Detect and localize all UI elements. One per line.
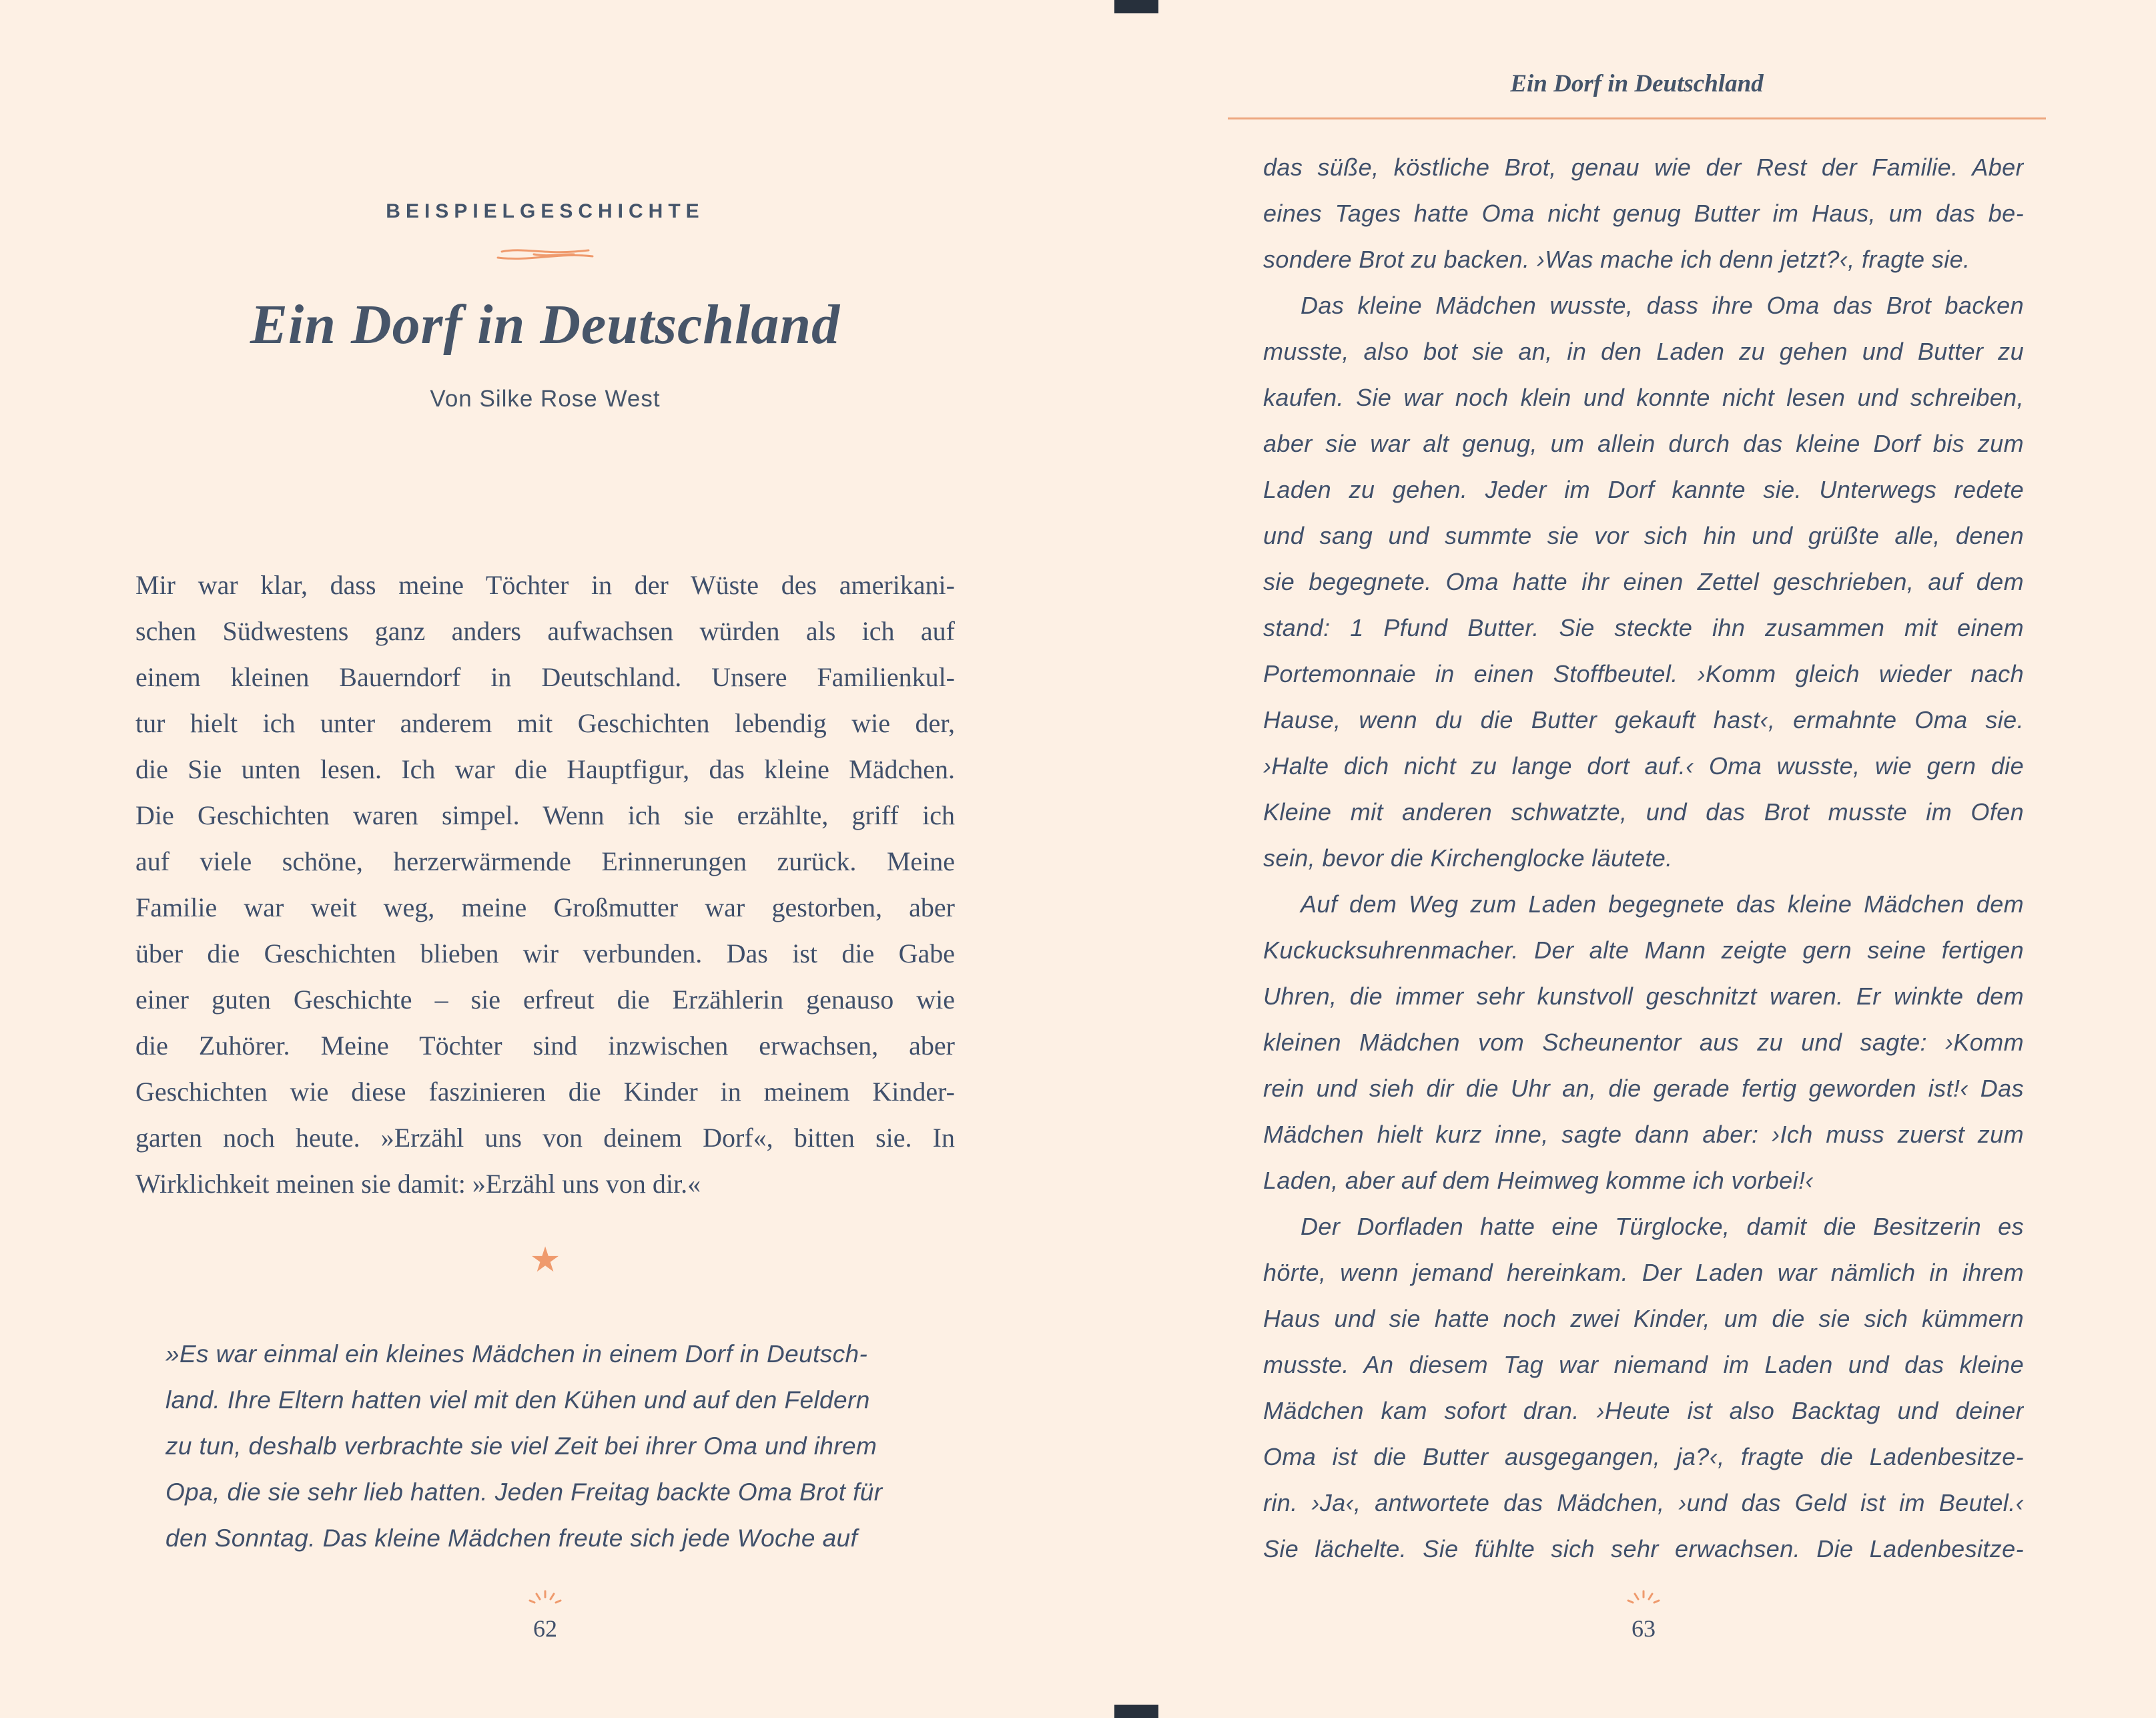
page-title: Ein Dorf in Deutschland bbox=[250, 294, 841, 356]
text-line: Laden, aber auf dem Heimweg komme ich vorbei!‹ bbox=[1263, 1167, 1814, 1194]
text-line: Opa, die sie sehr lieb hatten. Jeden Freitag backte Oma Brot für bbox=[165, 1478, 883, 1506]
text-line: sein, bevor die Kirchenglocke läutete. bbox=[1263, 844, 1673, 872]
text-line: land. Ihre Eltern hatten viel mit den Kühen und auf den Feldern bbox=[165, 1386, 870, 1414]
text-line: rein und sieh dir die Uhr an, die gerade fertig geworden ist!‹ Das bbox=[1263, 1075, 2024, 1102]
binding-mark-top bbox=[1114, 0, 1158, 13]
text-line: »Es war einmal ein kleines Mädchen in einem Dorf in Deutsch- bbox=[165, 1340, 868, 1368]
squiggle-ornament-icon bbox=[495, 246, 595, 263]
left-body-text bbox=[135, 562, 955, 1207]
text-line: kaufen. Sie war noch klein und konnte nicht lesen und schreiben, bbox=[1263, 384, 2024, 411]
text-line: garten noch heute. »Erzähl uns von deinem Dorf«, bitten sie. In bbox=[135, 1123, 955, 1153]
text-line: Familie war weit weg, meine Großmutter war gestorben, aber bbox=[135, 892, 955, 922]
binding-mark-bottom bbox=[1114, 1705, 1158, 1718]
story-excerpt bbox=[165, 1331, 953, 1561]
text-line: Der Dorfladen hatte eine Türglocke, damit die Besitzerin es bbox=[1301, 1213, 2024, 1240]
text-line: Mir war klar, dass meine Töchter in der Wüste des amerikani- bbox=[135, 570, 955, 600]
text-line: Sie lächelte. Sie fühlte sich sehr erwachsen. Die Ladenbesitze- bbox=[1263, 1535, 2024, 1562]
text-line: das süße, köstliche Brot, genau wie der Rest der Familie. Aber bbox=[1263, 154, 2024, 181]
right-body-text bbox=[1263, 144, 2024, 1572]
text-line: zu tun, deshalb verbrachte sie viel Zeit bei ihrer Oma und ihrem bbox=[165, 1432, 877, 1460]
text-line: die Zuhörer. Meine Töchter sind inzwischen erwachsen, aber bbox=[135, 1031, 955, 1061]
text-line: musste. An diesem Tag war niemand im Laden und das kleine bbox=[1263, 1351, 2024, 1378]
text-line: Die Geschichten waren simpel. Wenn ich sie erzählte, griff ich bbox=[135, 800, 955, 830]
text-line: eines Tages hatte Oma nicht genug Butter im Haus, um das be- bbox=[1263, 200, 2024, 227]
squiggle-ornament bbox=[135, 246, 955, 266]
text-line: kleinen Mädchen vom Scheunentor aus zu und sagte: ›Komm bbox=[1263, 1029, 2024, 1056]
left-page-footer bbox=[135, 1590, 955, 1643]
text-line: sie begegnete. Oma hatte ihr einen Zettel geschrieben, auf dem bbox=[1263, 568, 2024, 595]
running-header-rule bbox=[1228, 117, 2046, 119]
text-line: über die Geschichten blieben wir verbunden. Das ist die Gabe bbox=[135, 938, 955, 968]
text-line: Auf dem Weg zum Laden begegnete das kleine Mädchen dem bbox=[1301, 890, 2024, 918]
right-page-footer bbox=[1263, 1590, 2024, 1643]
text-line: Mädchen kam sofort dran. ›Heute ist also Backtag und deiner bbox=[1263, 1397, 2024, 1424]
section-kicker: BEISPIELGESCHICHTE bbox=[386, 200, 705, 222]
text-line: ›Halte dich nicht zu lange dort auf.‹ Oma wusste, wie gern die bbox=[1263, 752, 2024, 780]
sparkle-ornament-icon bbox=[527, 1590, 563, 1607]
text-line: einem kleinen Bauerndorf in Deutschland. Unsere Familienkul- bbox=[135, 662, 955, 692]
text-line: Laden zu gehen. Jeder im Dorf kannte sie. Unterwegs redete bbox=[1263, 476, 2024, 503]
text-line: stand: 1 Pfund Butter. Sie steckte ihn zusammen mit einem bbox=[1263, 614, 2024, 641]
text-line: Uhren, die immer sehr kunstvoll geschnitzt waren. Er winkte dem bbox=[1263, 982, 2024, 1010]
text-line: sondere Brot zu backen. ›Was mache ich denn jetzt?‹, fragte sie. bbox=[1263, 246, 1970, 273]
text-line: und sang und summte sie vor sich hin und grüßte alle, denen bbox=[1263, 522, 2024, 549]
star-ornament bbox=[135, 1240, 955, 1280]
byline: Von Silke Rose West bbox=[430, 386, 661, 412]
text-line: die Sie unten lesen. Ich war die Hauptfigur, das kleine Mädchen. bbox=[135, 754, 955, 784]
running-header: Ein Dorf in Deutschland bbox=[1510, 70, 1764, 97]
text-line: Kleine mit anderen schwatzte, und das Brot musste im Ofen bbox=[1263, 798, 2024, 826]
text-line: schen Südwestens ganz anders aufwachsen würden als ich auf bbox=[135, 616, 955, 646]
text-line: einer guten Geschichte – sie erfreut die Erzählerin genauso wie bbox=[135, 984, 955, 1015]
text-line: Oma ist die Butter ausgegangen, ja?‹, fragte die Ladenbesitze- bbox=[1263, 1443, 2024, 1470]
text-line: Wirklichkeit meinen sie damit: »Erzähl uns von dir.« bbox=[135, 1169, 701, 1199]
text-line: Haus und sie hatte noch zwei Kinder, um die sie sich kümmern bbox=[1263, 1305, 2024, 1332]
text-line: Hause, wenn du die Butter gekauft hast‹, ermahnte Oma sie. bbox=[1263, 706, 2024, 734]
star-ornament-icon: ★ bbox=[529, 1240, 561, 1280]
text-line: tur hielt ich unter anderem mit Geschichten lebendig wie der, bbox=[135, 708, 955, 738]
text-line: den Sonntag. Das kleine Mädchen freute sich jede Woche auf bbox=[165, 1524, 858, 1552]
sparkle-ornament-icon bbox=[1626, 1590, 1662, 1607]
text-line: Mädchen hielt kurz inne, sagte dann aber: ›Ich muss zuerst zum bbox=[1263, 1121, 2024, 1148]
text-line: musste, also bot sie an, in den Laden zu gehen und Butter zu bbox=[1263, 338, 2024, 365]
text-line: aber sie war alt genug, um allein durch das kleine Dorf bis zum bbox=[1263, 430, 2024, 457]
page-number-right: 63 bbox=[1632, 1615, 1656, 1642]
text-line: Portemonnaie in einen Stoffbeutel. ›Komm gleich wieder nach bbox=[1263, 660, 2024, 687]
page-number-left: 62 bbox=[533, 1615, 557, 1642]
text-line: Das kleine Mädchen wusste, dass ihre Oma das Brot backen bbox=[1301, 292, 2024, 319]
text-line: Geschichten wie diese faszinieren die Kinder in meinem Kinder- bbox=[135, 1077, 955, 1107]
text-line: hörte, wenn jemand hereinkam. Der Laden war nämlich in ihrem bbox=[1263, 1259, 2024, 1286]
text-line: auf viele schöne, herzerwärmende Erinnerungen zurück. Meine bbox=[135, 846, 955, 876]
text-line: rin. ›Ja‹, antwortete das Mädchen, ›und das Geld ist im Beutel.‹ bbox=[1263, 1489, 2024, 1516]
text-line: Kuckucksuhrenmacher. Der alte Mann zeigte gern seine fertigen bbox=[1263, 936, 2024, 964]
